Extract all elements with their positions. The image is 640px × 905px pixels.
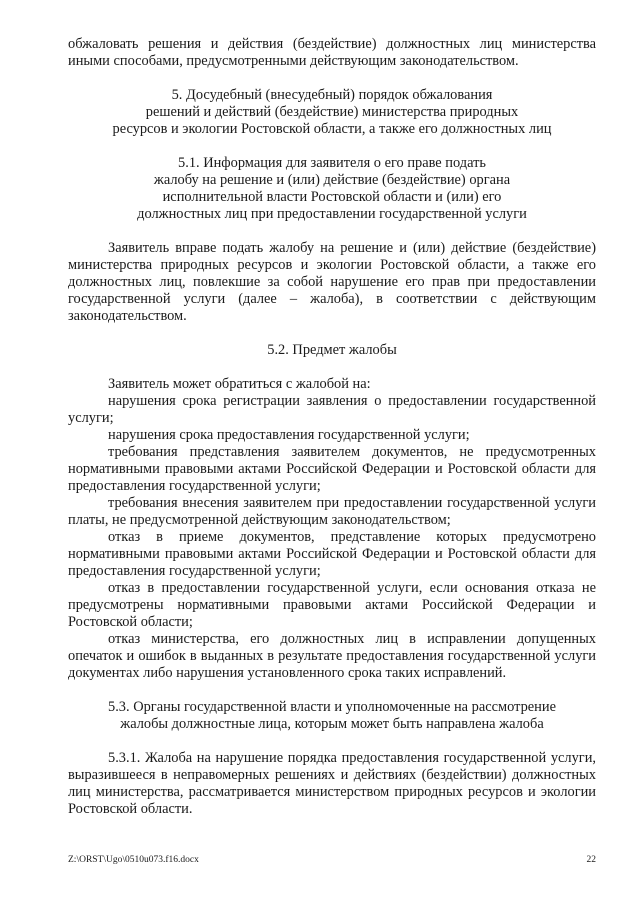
- list-item: отказ в приеме документов, представление которых предусмотрено нормативными правовыми актами Российской Федерации и Ростовской области для предоставления государственной услуги;: [68, 529, 596, 579]
- section-5-heading-line: 5. Досудебный (внесудебный) порядок обжалования: [171, 87, 493, 103]
- file-path: Z:\ORST\Ugo\0510u073.f16.docx: [68, 855, 199, 865]
- section-5-2-list: [68, 376, 596, 682]
- section-5-3-heading: [68, 699, 596, 733]
- list-item: требования внесения заявителем при предоставлении государственной услуги платы, не предусмотренной действующим законодательством;: [68, 495, 596, 528]
- list-item: отказ в предоставлении государственной услуги, если основания отказа не предусмотрены нормативными правовыми актами Российской Федерации и Ростовской области;: [68, 580, 596, 630]
- section-5-1-heading-line: исполнительной власти Ростовской области и (или) его: [162, 189, 502, 205]
- page-number: 22: [586, 855, 596, 865]
- section-5-3-1-body: 5.3.1. Жалоба на нарушение порядка предоставления государственной услуги, выразившееся в неправомерных решениях и действиях (бездействии) должностных лиц министерства, рассматривается министерством природных ресурсов и экологии Ростовской области.: [68, 750, 596, 817]
- list-item: нарушения срока регистрации заявления о предоставлении государственной услуги;: [68, 393, 596, 426]
- list-item: отказ министерства, его должностных лиц в исправлении допущенных опечаток и ошибок в выданных в результате предоставления государственной услуги документах либо нарушения установленного срока таких исправлений.: [68, 631, 596, 681]
- section-5-heading: [68, 87, 596, 138]
- section-5-1-heading-line: жалобу на решение и (или) действие (бездействие) органа: [153, 172, 511, 188]
- list-item: нарушения срока предоставления государственной услуги;: [108, 427, 470, 443]
- intro-paragraph: обжаловать решения и действия (бездействие) должностных лиц министерства иными способами, предусмотренными действующим законодательством.: [68, 36, 596, 69]
- list-item: требования представления заявителем документов, не предусмотренных нормативными правовыми актами Российской Федерации и Ростовской области для предоставления государственной услуги;: [68, 444, 596, 494]
- section-5-1-heading-line: должностных лиц при предоставлении государственной услуги: [137, 206, 527, 222]
- section-5-3-heading-line: жалобы должностные лица, которым может быть направлена жалоба: [120, 716, 544, 732]
- section-5-1-body: Заявитель вправе подать жалобу на решение и (или) действие (бездействие) министерства природных ресурсов и экологии Ростовской области, а также его должностных лиц, повлекшие за собой нарушение его прав при предоставлении государственной услуги (далее – жалоба), в соответствии с действующим законодательством.: [68, 240, 596, 324]
- section-5-heading-line: решений и действий (бездействие) министерства природных: [145, 104, 519, 120]
- section-5-1-heading-line: 5.1. Информация для заявителя о его праве подать: [178, 155, 486, 171]
- section-5-2-heading: 5.2. Предмет жалобы: [267, 342, 397, 358]
- section-5-heading-line: ресурсов и экологии Ростовской области, а также его должностных лиц: [112, 121, 552, 137]
- section-5-2-lead: Заявитель может обратиться с жалобой на:: [108, 376, 371, 392]
- section-5-3-heading-line: 5.3. Органы государственной власти и уполномоченные на рассмотрение: [108, 699, 556, 715]
- page-footer: [68, 852, 596, 869]
- section-5-1-heading: [68, 155, 596, 223]
